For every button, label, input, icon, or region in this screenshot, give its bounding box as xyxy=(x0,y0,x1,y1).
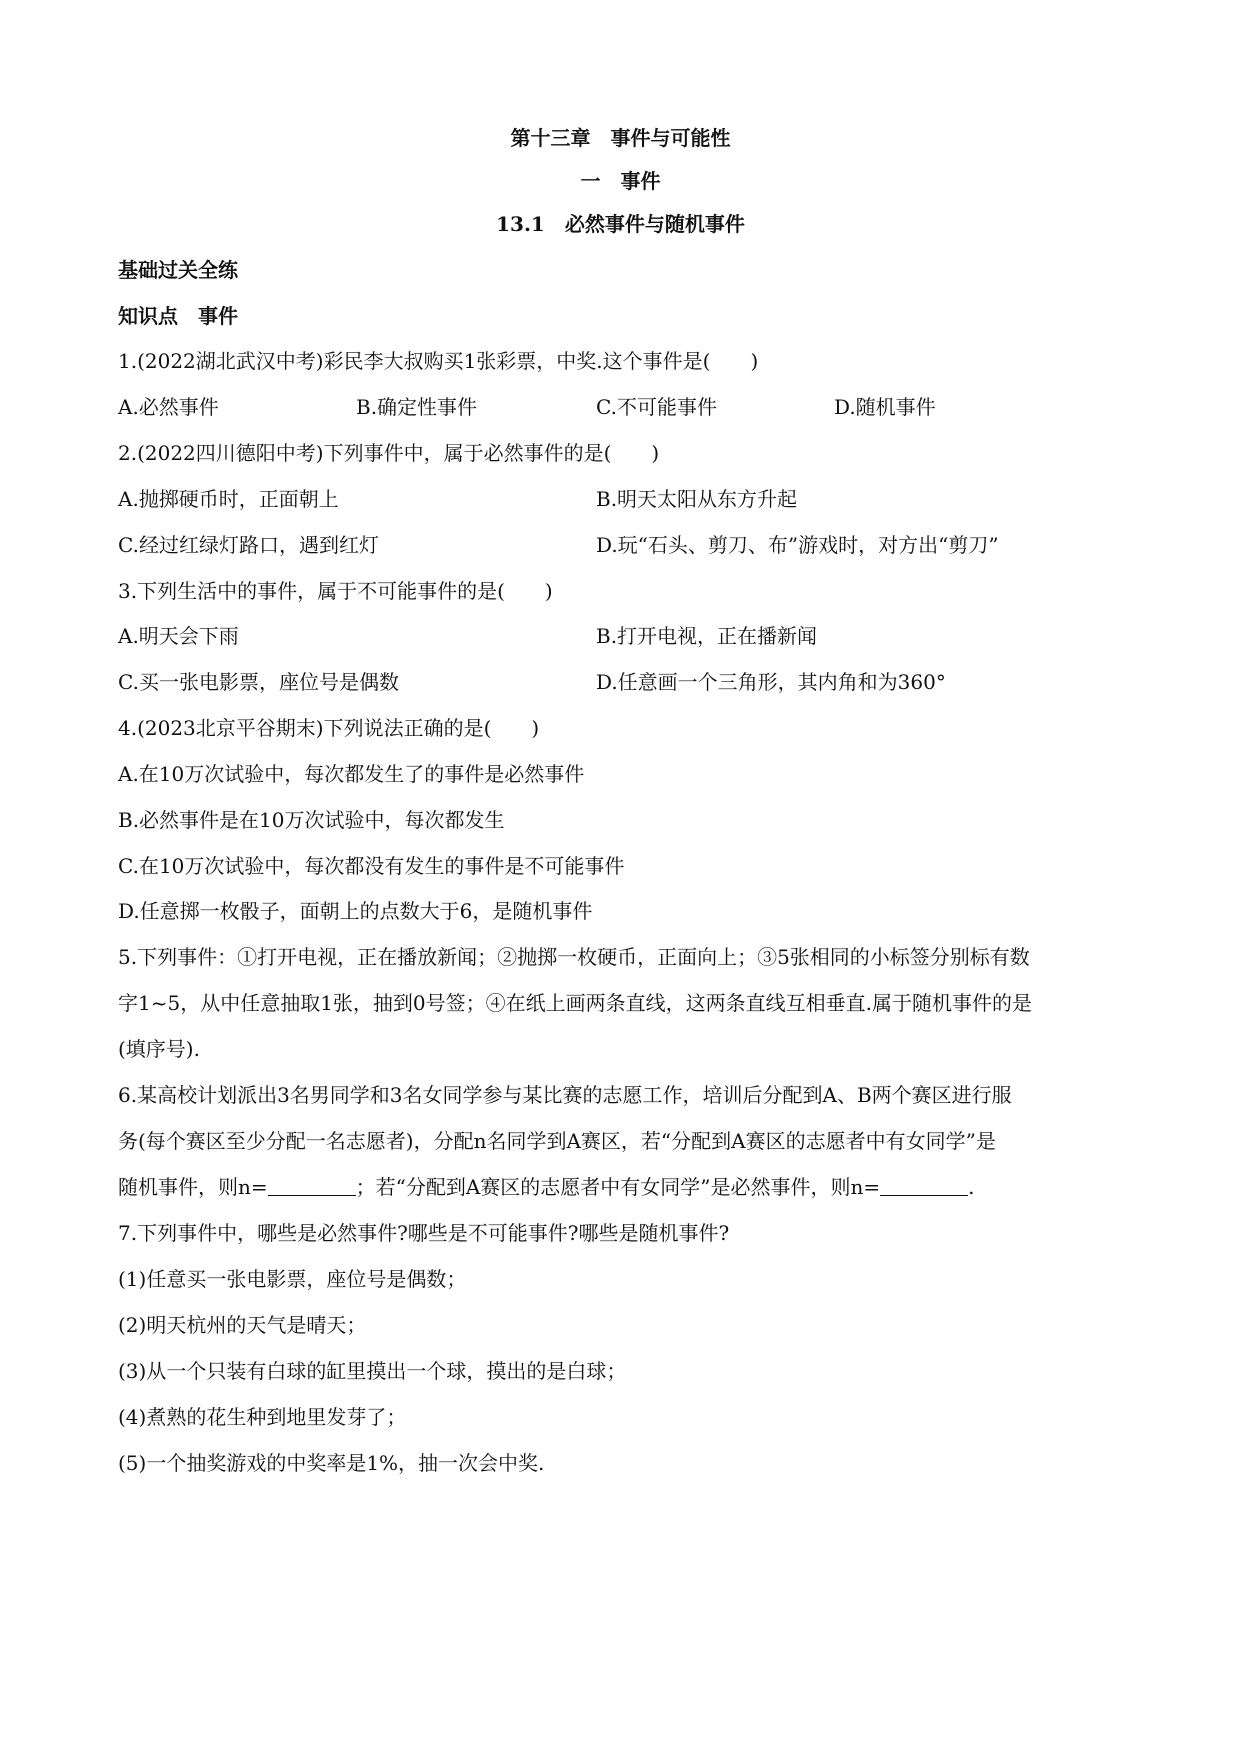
question-1-stem: 1.(2022湖北武汉中考)彩民李大叔购买1张彩票，中奖.这个事件是( ) xyxy=(118,349,759,373)
question-7-stem: 7.下列事件中，哪些是必然事件?哪些是不可能事件?哪些是随机事件? xyxy=(118,1221,730,1245)
question-5-line-1: 5.下列事件：①打开电视，正在播放新闻；②抛掷一枚硬币，正面向上；③5张相同的小标签分别标有数 xyxy=(118,945,1030,969)
question-5-line-3: (填序号). xyxy=(118,1037,200,1061)
question-2-stem: 2.(2022四川德阳中考)下列事件中，属于必然事件的是( ) xyxy=(118,441,660,465)
knowledge-point-heading: 知识点 事件 xyxy=(118,304,238,328)
answer-blank-1[interactable] xyxy=(268,1175,356,1196)
question-3-option-c: C.买一张电影票，座位号是偶数 xyxy=(118,670,399,694)
question-7-item-5: (5)一个抽奖游戏的中奖率是1%，抽一次会中奖. xyxy=(118,1451,545,1475)
practice-heading: 基础过关全练 xyxy=(118,258,238,282)
subsection-title: 13.1 必然事件与随机事件 xyxy=(496,212,745,236)
question-6-line-3 xyxy=(118,1173,975,1201)
question-3-stem: 3.下列生活中的事件，属于不可能事件的是( ) xyxy=(118,579,553,603)
question-4-option-c: C.在10万次试验中，每次都没有发生的事件是不可能事件 xyxy=(118,854,625,878)
question-3-option-a: A.明天会下雨 xyxy=(118,624,239,648)
question-4-option-d: D.任意掷一枚骰子，面朝上的点数大于6，是随机事件 xyxy=(118,899,593,923)
answer-blank-2[interactable] xyxy=(880,1175,968,1196)
question-6-line-1: 6.某高校计划派出3名男同学和3名女同学参与某比赛的志愿工作，培训后分配到A、B两个赛区进行服 xyxy=(118,1083,1012,1107)
question-1-option-c: C.不可能事件 xyxy=(596,395,717,419)
question-2-option-a: A.抛掷硬币时，正面朝上 xyxy=(118,487,339,511)
chapter-title: 第十三章 事件与可能性 xyxy=(510,126,731,150)
question-7-item-2: (2)明天杭州的天气是晴天； xyxy=(118,1313,367,1337)
question-4-option-a: A.在10万次试验中，每次都发生了的事件是必然事件 xyxy=(118,762,585,786)
question-5-line-2: 字1~5，从中任意抽取1张，抽到0号签；④在纸上画两条直线，这两条直线互相垂直.属于随机事件的是 xyxy=(118,991,1033,1015)
question-7-item-3: (3)从一个只装有白球的缸里摸出一个球，摸出的是白球； xyxy=(118,1359,627,1383)
question-6-line-2: 务(每个赛区至少分配一名志愿者)，分配n名同学到A赛区，若“分配到A赛区的志愿者中有女同学”是 xyxy=(118,1129,996,1153)
question-2-option-d: D.玩“石头、剪刀、布”游戏时，对方出“剪刀” xyxy=(596,533,999,557)
section-title: 一 事件 xyxy=(580,169,661,193)
question-7-item-4: (4)煮熟的花生种到地里发芽了； xyxy=(118,1405,407,1429)
question-3-option-d: D.任意画一个三角形，其内角和为360° xyxy=(596,670,946,694)
question-6-text-b: ；若“分配到A赛区的志愿者中有女同学”是必然事件，则n= xyxy=(355,1175,881,1199)
question-2-option-b: B.明天太阳从东方升起 xyxy=(596,487,798,511)
question-2-option-c: C.经过红绿灯路口，遇到红灯 xyxy=(118,533,379,557)
question-6-text-c: . xyxy=(968,1175,975,1199)
question-3-option-b: B.打开电视，正在播新闻 xyxy=(596,624,818,648)
question-1-option-d: D.随机事件 xyxy=(834,395,936,419)
question-4-option-b: B.必然事件是在10万次试验中，每次都发生 xyxy=(118,808,505,832)
question-6-text-a: 随机事件，则n= xyxy=(118,1175,268,1199)
question-7-item-1: (1)任意买一张电影票，座位号是偶数； xyxy=(118,1267,467,1291)
question-4-stem: 4.(2023北京平谷期末)下列说法正确的是( ) xyxy=(118,716,540,740)
question-1-option-b: B.确定性事件 xyxy=(356,395,478,419)
question-1-option-a: A.必然事件 xyxy=(118,395,219,419)
